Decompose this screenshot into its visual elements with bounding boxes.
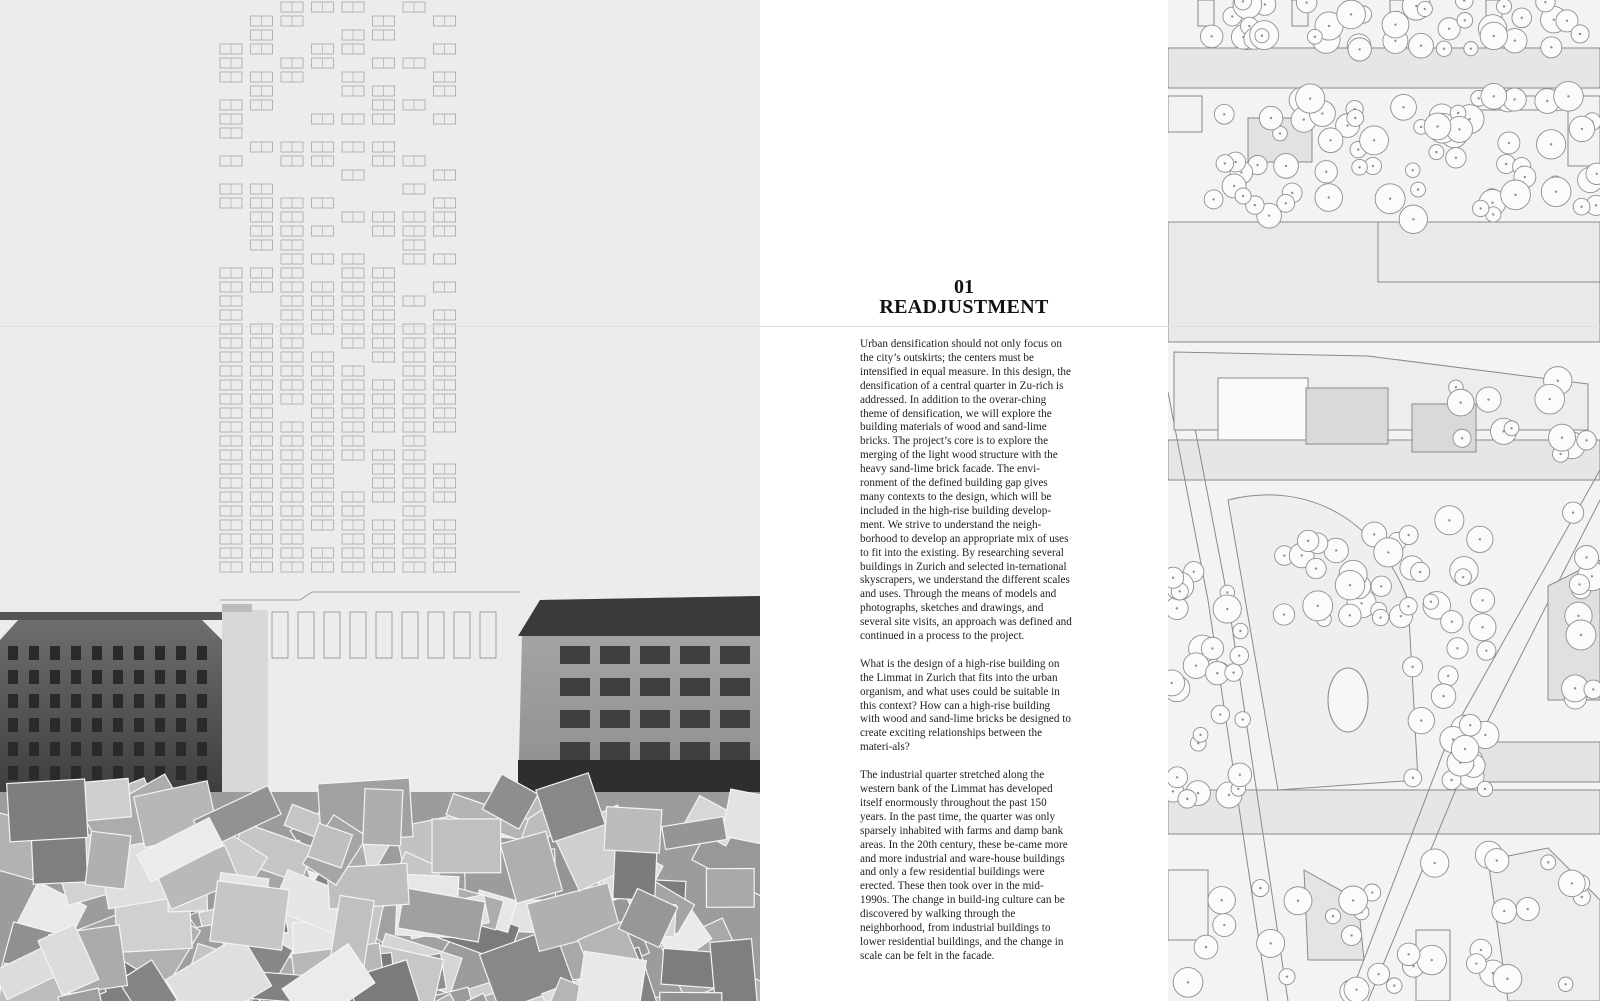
paragraph-questions: What is the design of a high-rise building on the Limmat in Zurich that fits into the urban organism, and what uses could be suitable in this context? How can a high-rise building with wood and sand-lime bricks be designed to create exciting relationships between the materi-als? [860,657,1071,754]
text-column [760,0,1168,1001]
chapter-number: 01 [954,276,974,298]
street-middle [1168,440,1600,480]
site-plan-drawing [1168,0,1600,1001]
page-fold-line [0,326,1600,327]
neighbour-building-left [0,612,222,800]
neighbour-building-middle [222,604,268,800]
site-plan [1168,0,1600,1001]
facade-collage [0,0,760,1001]
paragraph-intro: Urban densification should not only focus on the city’s outskirts; the centers must be intensified in equal measure. In this design, the densification of a central quarter in Zu-rich is addressed. In addition to the overar-ching theme of densification, we will explore the building materials of wood and sand-lime bricks. The project’s core is to explore the merging of the light wood structure with the heavy sand-lime brick facade. The envi-ronment of the defined building gap gives many contexts to the design, which will be included in the high-rise building develop-ment. We strive to understand the neigh-borhood to develop an appropriate mix of uses to fit into the existing. By researching several buildings in Zurich and selected in-ternational skyscrapers, we understand the different scales and uses. Through the means of models and photographs, sketches and drawings, and several site visits, an approach was defined and continued in a process to the project. [860,338,1072,643]
tower-elevation-windows [220,2,520,658]
collage-drawing [0,0,760,1001]
photo-collage-pile [0,773,760,1001]
paragraph-history: The industrial quarter stretched along the western bank of the Limmat has developed itself enormously throughout the past 150 years. In the past time, the quarter was only sparsely inhabited with farms and damp bank areas. In the 20th century, these be-came more and more industrial and ware-house buildings and only a few residential buildings were erected. These then took over in the mid-1990s. The change in build-ing culture can be discovered by walking through the neighborhood, from industrial buildings to lower residential buildings, and the change in scale can be felt in the facade. [860,769,1068,962]
chapter-title: READJUSTMENT [879,296,1049,318]
article-body [860,338,1072,978]
street-north [1168,48,1600,88]
